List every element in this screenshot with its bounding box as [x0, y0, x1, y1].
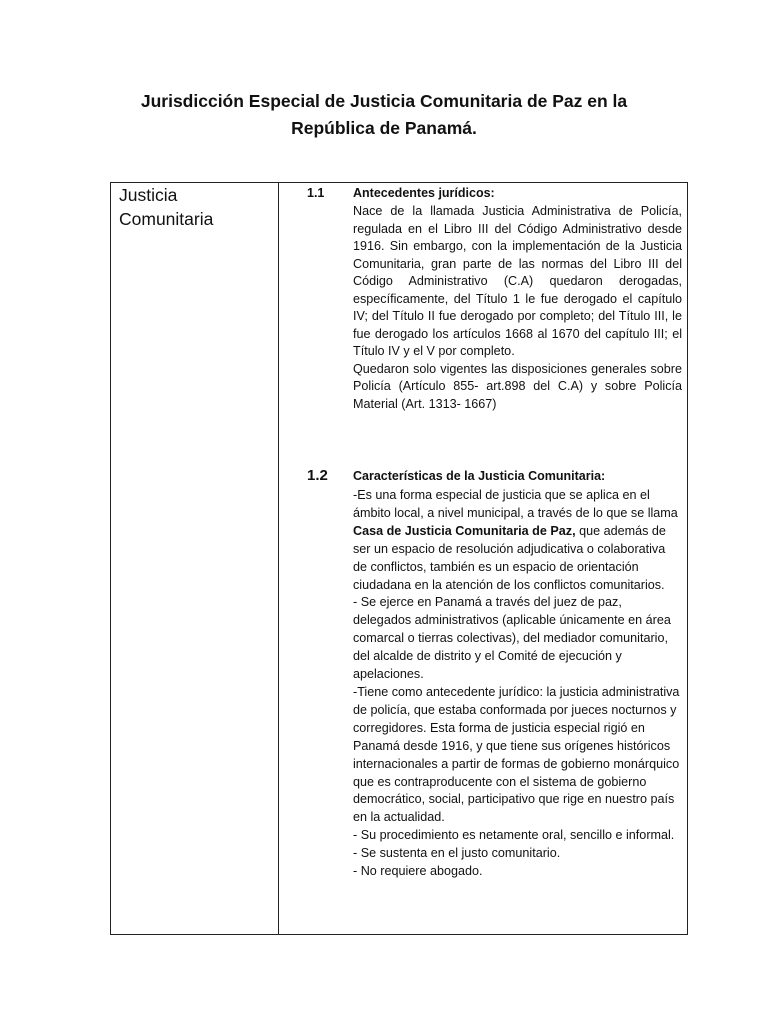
- section-title: Antecedentes jurídicos:: [353, 186, 495, 200]
- paragraph: - No requiere abogado.: [353, 864, 483, 879]
- section-body: [353, 487, 682, 881]
- bold-term: Casa de Justicia Comunitaria de Paz,: [353, 523, 576, 538]
- row-heading: [119, 183, 269, 231]
- row-heading-line-1: Justicia: [119, 185, 178, 205]
- section-title: Características de la Justicia Comunitaria:: [353, 469, 606, 483]
- title-line-2: República de Panamá.: [291, 118, 477, 138]
- title-line-1: Jurisdicción Especial de Justicia Comunitaria de Paz en la: [140, 91, 628, 111]
- paragraph-text: que además de ser un espacio de resolución adjudicativa o colaborativa de conflictos, también es un espacio de orientación ciudadana en la atención de los conflictos comunitarios.: [353, 523, 666, 592]
- paragraph: - Se sustenta en el justo comunitario.: [353, 846, 561, 861]
- paragraph: Nace de la llamada Justicia Administrativa de Policía, regulada en el Libro III del Código Administrativo desde 1916. Sin embargo, con la implementación de la Justicia Comunitaria, gran parte de las normas del Libro III del Código Administrativo (C.A) quedaron derogadas, específicamente, del Título 1 le fue derogado el capítulo IV; del Título II fue derogado por completo; del Título III, le fue derogado los artículos 1668 al 1670 del capítulo III; el Título IV y el V por completo.: [353, 204, 682, 358]
- section-number: 1.2: [307, 467, 328, 484]
- column-divider: [278, 183, 279, 934]
- section-number: 1.1: [307, 186, 325, 200]
- paragraph: - Se ejerce en Panamá a través del juez de paz, delegados administrativos (aplicable únicamente en área comarcal o tierras colectivas), del mediador comunitario, del alcalde de distrito y el Comité de ejecución y apelaciones.: [353, 595, 671, 682]
- row-heading-line-2: Comunitaria: [119, 209, 214, 229]
- paragraph: -Tiene como antecedente jurídico: la justicia administrativa de policía, que estaba conformada por jueces nocturnos y corregidores. Esta forma de justicia especial rigió en Panamá desde 1916, y que tiene sus orígenes históricos internacionales a partir de formas de gobierno monárquico que es contraproducente con el sistema de gobierno democrático, social, participativo que rige en nuestro país en la actualidad.: [353, 684, 680, 825]
- section-body: [353, 203, 682, 413]
- document-title: [100, 88, 668, 142]
- paragraph-text: -Es una forma especial de justicia que se aplica en el ámbito local, a nivel municipal, a través de lo que se llama: [353, 488, 678, 520]
- content-table: [110, 182, 688, 935]
- paragraph: [353, 487, 682, 594]
- paragraph: - Su procedimiento es netamente oral, sencillo e informal.: [353, 828, 675, 843]
- paragraph: Quedaron solo vigentes las disposiciones generales sobre Policía (Artículo 855- art.898 del C.A) y sobre Policía Material (Art. 1313- 1667): [353, 361, 682, 411]
